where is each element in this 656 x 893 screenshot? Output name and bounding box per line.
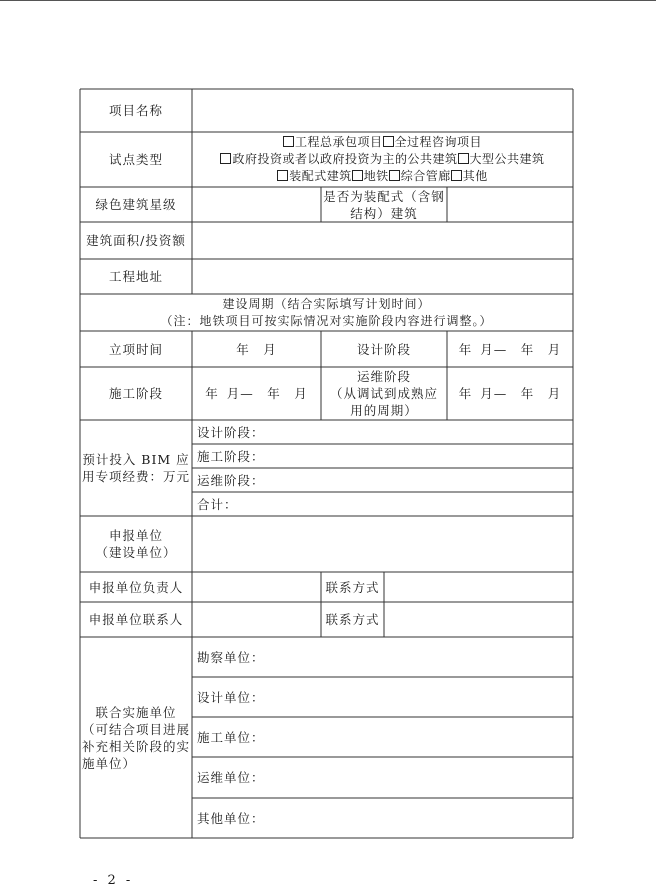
checkbox-icon[interactable] bbox=[451, 170, 462, 181]
input-head-contact[interactable] bbox=[384, 572, 573, 602]
label-applicant: 申报单位 （建设单位） bbox=[95, 528, 177, 560]
joint-survey-unit[interactable]: 勘察单位： bbox=[197, 649, 265, 665]
input-applicant[interactable] bbox=[192, 516, 573, 572]
label-project-name: 项目名称 bbox=[108, 103, 163, 118]
label-pilot-type: 试点类型 bbox=[108, 152, 163, 167]
input-approval-time[interactable]: 年 月 bbox=[236, 341, 277, 357]
joint-ops-unit[interactable]: 运维单位： bbox=[197, 770, 265, 785]
label-area-investment: 建筑面积/投资额 bbox=[86, 233, 186, 248]
checkbox-icon[interactable] bbox=[352, 170, 363, 181]
joint-design-unit[interactable]: 设计单位： bbox=[197, 689, 265, 705]
checkbox-icon[interactable] bbox=[458, 153, 469, 164]
label-bim-budget: 预计投入 BIM 应 用专项经费：万元 bbox=[81, 452, 190, 484]
checkbox-icon[interactable] bbox=[283, 136, 294, 147]
label-approval-time: 立项时间 bbox=[108, 341, 163, 357]
label-contact-method: 联系方式 bbox=[325, 612, 380, 627]
pilot-option-utility-tunnel[interactable]: 综合管廊 bbox=[389, 169, 451, 183]
label-applicant-contact: 申报单位联系人 bbox=[88, 612, 184, 627]
joint-other-unit[interactable]: 其他单位： bbox=[197, 810, 265, 826]
pilot-option-consulting[interactable]: 全过程咨询项目 bbox=[383, 135, 483, 149]
label-applicant-head: 申报单位负责人 bbox=[88, 579, 184, 595]
label-ops-stage: 运维阶段 （从调试到成熟应 用的周期） bbox=[329, 369, 438, 418]
input-applicant-head[interactable] bbox=[192, 572, 321, 602]
bim-construction-stage[interactable]: 施工阶段： bbox=[197, 448, 265, 464]
input-construction-period[interactable]: 年 月— 年 月 bbox=[205, 386, 308, 401]
bim-ops-stage[interactable]: 运维阶段： bbox=[197, 472, 265, 488]
page-number: - 2 - bbox=[93, 873, 134, 888]
checkbox-icon[interactable] bbox=[277, 170, 288, 181]
input-prefab-answer[interactable] bbox=[447, 187, 573, 222]
input-ops-period[interactable]: 年 月— 年 月 bbox=[458, 386, 562, 401]
label-head-contact: 联系方式 bbox=[325, 579, 380, 595]
input-green-level[interactable] bbox=[192, 187, 321, 222]
bim-design-stage[interactable]: 设计阶段： bbox=[197, 424, 265, 440]
pilot-option-prefab[interactable]: 装配式建筑 bbox=[277, 169, 352, 183]
checkbox-icon[interactable] bbox=[389, 170, 400, 181]
input-applicant-contact[interactable] bbox=[192, 602, 321, 637]
input-contact-method[interactable] bbox=[384, 602, 573, 637]
label-joint-units: 联合实施单位 （可结合项目进展 补充相关阶段的实 施单位） bbox=[81, 704, 191, 771]
pilot-option-other[interactable]: 其他 bbox=[451, 169, 488, 183]
checkbox-icon[interactable] bbox=[383, 136, 394, 147]
label-prefab-question: 是否为装配式（含钢 结构）建筑 bbox=[323, 188, 445, 221]
label-address: 工程地址 bbox=[108, 269, 163, 284]
period-header bbox=[80, 294, 573, 331]
pilot-option-metro[interactable]: 地铁 bbox=[352, 169, 389, 183]
pilot-type-options bbox=[192, 132, 573, 187]
label-design-stage: 设计阶段 bbox=[356, 341, 411, 357]
period-title: 建设周期（结合实际填写计划时间） bbox=[222, 296, 431, 311]
input-design-period[interactable]: 年 月— 年 月 bbox=[458, 341, 562, 357]
checkbox-icon[interactable] bbox=[220, 153, 231, 164]
label-construction-stage: 施工阶段 bbox=[108, 386, 163, 401]
input-address[interactable] bbox=[192, 259, 573, 294]
pilot-option-epc[interactable]: 工程总承包项目 bbox=[283, 135, 383, 149]
label-green-level: 绿色建筑星级 bbox=[95, 197, 177, 212]
input-area-investment[interactable] bbox=[192, 222, 573, 259]
period-note: （注：地铁项目可按实际情况对实施阶段内容进行调整。） bbox=[160, 313, 493, 328]
pilot-option-gov-public[interactable]: 政府投资或者以政府投资为主的公共建筑 bbox=[220, 152, 457, 166]
pilot-option-large-public[interactable]: 大型公共建筑 bbox=[458, 152, 545, 166]
joint-construction-unit[interactable]: 施工单位： bbox=[197, 729, 265, 745]
bim-total[interactable]: 合计： bbox=[197, 496, 238, 512]
input-project-name[interactable] bbox=[192, 89, 573, 132]
